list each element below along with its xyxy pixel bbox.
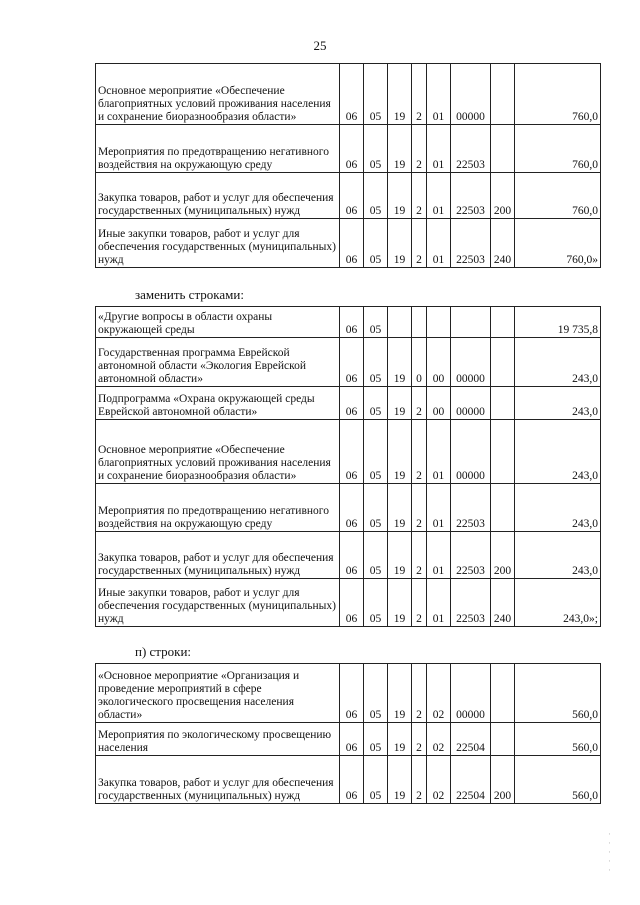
budget-code-c6: 00000 [451, 387, 491, 420]
row-description: Закупка товаров, работ и услуг для обеспечения государственных (муниципальных) нужд [96, 756, 340, 804]
budget-code-c2: 05 [364, 387, 388, 420]
budget-code-c4: 2 [412, 579, 427, 627]
budget-code-c6: 00000 [451, 338, 491, 387]
budget-code-c7 [491, 125, 515, 173]
table-row [96, 723, 601, 756]
replace-heading: заменить строками: [135, 287, 244, 302]
row-description: Закупка товаров, работ и услуг для обеспечения государственных (муниципальных) нужд [96, 173, 340, 219]
row-description: Подпрограмма «Охрана окружающей среды Еврейской автономной области» [96, 387, 340, 420]
row-amount: 560,0 [515, 756, 601, 804]
budget-code-c5: 00 [427, 387, 451, 420]
row-amount: 19 735,8 [515, 307, 601, 338]
budget-code-c2: 05 [364, 338, 388, 387]
table-row [96, 664, 601, 723]
budget-code-c7: 240 [491, 219, 515, 268]
budget-code-c5: 01 [427, 532, 451, 579]
budget-code-c1: 06 [340, 125, 364, 173]
budget-code-c4: 2 [412, 664, 427, 723]
table-row [96, 219, 601, 268]
budget-code-c1: 06 [340, 307, 364, 338]
budget-code-c4: 2 [412, 532, 427, 579]
row-amount: 760,0» [515, 219, 601, 268]
budget-code-c6: 22503 [451, 484, 491, 532]
row-description: Иные закупки товаров, работ и услуг для обеспечения государственных (муниципальных) нужд [96, 579, 340, 627]
row-description: Государственная программа Еврейской автономной области «Экология Еврейской автономной области» [96, 338, 340, 387]
budget-code-c3: 19 [388, 532, 412, 579]
budget-code-c6: 00000 [451, 64, 491, 125]
table-row [96, 484, 601, 532]
budget-code-c3: 19 [388, 173, 412, 219]
budget-table-original [95, 63, 601, 268]
budget-code-c3: 19 [388, 219, 412, 268]
budget-code-c6: 22503 [451, 219, 491, 268]
budget-code-c1: 06 [340, 173, 364, 219]
budget-code-c5: 01 [427, 64, 451, 125]
budget-code-c4: 2 [412, 723, 427, 756]
row-description: «Другие вопросы в области охраны окружающей среды [96, 307, 340, 338]
budget-code-c4: 0 [412, 338, 427, 387]
budget-code-c3: 19 [388, 64, 412, 125]
budget-code-c3: 19 [388, 484, 412, 532]
budget-code-c1: 06 [340, 723, 364, 756]
budget-code-c3: 19 [388, 125, 412, 173]
budget-code-c1: 06 [340, 420, 364, 484]
scan-margin-marks: · · · · · [608, 829, 611, 875]
budget-code-c5: 02 [427, 664, 451, 723]
budget-code-c2: 05 [364, 173, 388, 219]
table-row [96, 420, 601, 484]
budget-code-c3: 19 [388, 338, 412, 387]
budget-code-c5 [427, 307, 451, 338]
budget-code-c1: 06 [340, 756, 364, 804]
budget-code-c2: 05 [364, 64, 388, 125]
budget-code-c2: 05 [364, 219, 388, 268]
budget-code-c5: 01 [427, 579, 451, 627]
budget-code-c3: 19 [388, 387, 412, 420]
budget-code-c2: 05 [364, 664, 388, 723]
budget-code-c3: 19 [388, 420, 412, 484]
budget-table-section-p [95, 663, 601, 804]
budget-code-c7: 240 [491, 579, 515, 627]
budget-code-c5: 01 [427, 125, 451, 173]
budget-code-c4: 2 [412, 387, 427, 420]
budget-code-c5: 00 [427, 338, 451, 387]
row-amount: 760,0 [515, 173, 601, 219]
budget-code-c6 [451, 307, 491, 338]
budget-code-c4: 2 [412, 64, 427, 125]
budget-code-c7: 200 [491, 532, 515, 579]
budget-code-c6: 00000 [451, 420, 491, 484]
budget-code-c7 [491, 307, 515, 338]
table-row [96, 125, 601, 173]
budget-code-c7 [491, 338, 515, 387]
budget-code-c1: 06 [340, 338, 364, 387]
budget-code-c5: 02 [427, 756, 451, 804]
budget-code-c2: 05 [364, 579, 388, 627]
budget-code-c1: 06 [340, 219, 364, 268]
budget-code-c3: 19 [388, 664, 412, 723]
row-description: Мероприятия по предотвращению негативного воздействия на окружающую среду [96, 125, 340, 173]
budget-code-c4: 2 [412, 173, 427, 219]
budget-code-c7 [491, 664, 515, 723]
table-row [96, 64, 601, 125]
budget-code-c6: 22503 [451, 579, 491, 627]
budget-code-c5: 02 [427, 723, 451, 756]
row-amount: 243,0 [515, 484, 601, 532]
budget-code-c7 [491, 64, 515, 125]
budget-code-c5: 01 [427, 173, 451, 219]
row-amount: 760,0 [515, 64, 601, 125]
row-amount: 760,0 [515, 125, 601, 173]
budget-code-c1: 06 [340, 532, 364, 579]
budget-code-c2: 05 [364, 420, 388, 484]
budget-code-c4: 2 [412, 219, 427, 268]
budget-code-c2: 05 [364, 756, 388, 804]
row-amount: 243,0»; [515, 579, 601, 627]
budget-code-c4: 2 [412, 125, 427, 173]
budget-code-c6: 22503 [451, 173, 491, 219]
row-amount: 560,0 [515, 664, 601, 723]
budget-code-c7: 200 [491, 173, 515, 219]
table-row [96, 756, 601, 804]
budget-code-c2: 05 [364, 484, 388, 532]
budget-code-c6: 22503 [451, 125, 491, 173]
budget-code-c2: 05 [364, 125, 388, 173]
row-amount: 243,0 [515, 420, 601, 484]
budget-code-c6: 22504 [451, 723, 491, 756]
row-amount: 243,0 [515, 532, 601, 579]
budget-code-c6: 00000 [451, 664, 491, 723]
budget-code-c6: 22504 [451, 756, 491, 804]
budget-code-c2: 05 [364, 307, 388, 338]
budget-code-c1: 06 [340, 64, 364, 125]
budget-table-replacement [95, 306, 601, 627]
budget-code-c3: 19 [388, 756, 412, 804]
table-row [96, 579, 601, 627]
row-description: Мероприятия по предотвращению негативного воздействия на окружающую среду [96, 484, 340, 532]
budget-code-c7: 200 [491, 756, 515, 804]
budget-code-c4: 2 [412, 756, 427, 804]
budget-code-c1: 06 [340, 664, 364, 723]
row-description: Закупка товаров, работ и услуг для обеспечения государственных (муниципальных) нужд [96, 532, 340, 579]
budget-code-c4: 2 [412, 484, 427, 532]
budget-code-c1: 06 [340, 387, 364, 420]
table-row [96, 387, 601, 420]
budget-code-c7 [491, 484, 515, 532]
row-description: «Основное мероприятие «Организация и проведение мероприятий в сфере экологического просвещения населения области» [96, 664, 340, 723]
row-amount: 243,0 [515, 387, 601, 420]
table-row [96, 307, 601, 338]
budget-code-c5: 01 [427, 484, 451, 532]
budget-code-c7 [491, 723, 515, 756]
budget-code-c1: 06 [340, 579, 364, 627]
budget-code-c1: 06 [340, 484, 364, 532]
budget-code-c3: 19 [388, 723, 412, 756]
row-description: Иные закупки товаров, работ и услуг для обеспечения государственных (муниципальных) нужд [96, 219, 340, 268]
budget-code-c6: 22503 [451, 532, 491, 579]
budget-code-c2: 05 [364, 532, 388, 579]
budget-code-c3: 19 [388, 579, 412, 627]
budget-code-c5: 01 [427, 219, 451, 268]
row-amount: 560,0 [515, 723, 601, 756]
page-number: 25 [313, 38, 327, 53]
budget-code-c7 [491, 387, 515, 420]
budget-code-c5: 01 [427, 420, 451, 484]
budget-code-c7 [491, 420, 515, 484]
table-row [96, 173, 601, 219]
section-p-heading: п) строки: [135, 644, 192, 659]
row-amount: 243,0 [515, 338, 601, 387]
budget-code-c2: 05 [364, 723, 388, 756]
row-description: Основное мероприятие «Обеспечение благоприятных условий проживания населения и сохранение биоразнообразия области» [96, 64, 340, 125]
budget-code-c4: 2 [412, 420, 427, 484]
row-description: Мероприятия по экологическому просвещению населения [96, 723, 340, 756]
budget-code-c4 [412, 307, 427, 338]
row-description: Основное мероприятие «Обеспечение благоприятных условий проживания населения и сохранение биоразнообразия области» [96, 420, 340, 484]
table-row [96, 532, 601, 579]
table-row [96, 338, 601, 387]
budget-code-c3 [388, 307, 412, 338]
